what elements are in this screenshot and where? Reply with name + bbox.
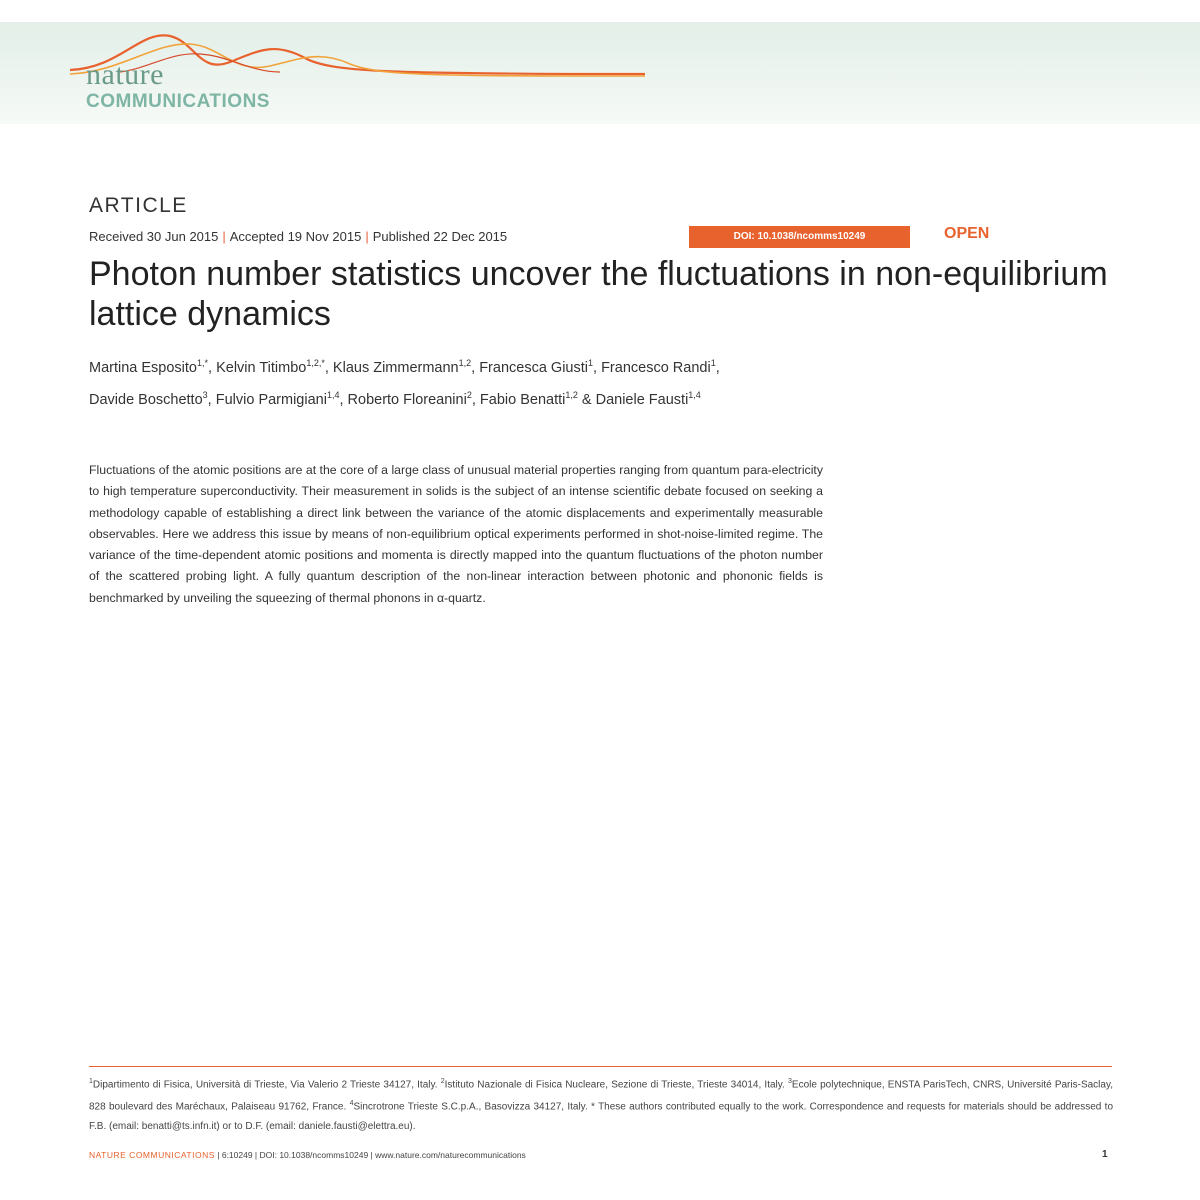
page-number: 1 [1102, 1149, 1108, 1160]
received-date: Received 30 Jun 2015 [89, 229, 219, 244]
author-name: Kelvin Titimbo [216, 359, 307, 376]
footer-citation: | 6:10249 | DOI: 10.1038/ncomms10249 | www.nature.com/naturecommunications [217, 1150, 526, 1160]
affiliation-2: Istituto Nazionale di Fisica Nucleare, Sezione di Trieste, Trieste 34014, Italy. [444, 1079, 785, 1091]
author-name: Fabio Benatti [479, 391, 566, 408]
affiliation-4: Sincrotrone Trieste S.C.p.A., Basovizza 34127, Italy. [353, 1101, 588, 1113]
author-affiliation: 1 [710, 358, 716, 368]
author-affiliation: 1,* [197, 358, 209, 368]
affiliation-1: Dipartimento di Fisica, Università di Trieste, Via Valerio 2 Trieste 34127, Italy. [92, 1079, 438, 1091]
author-name: Francesca Giusti [479, 359, 588, 376]
abstract: Fluctuations of the atomic positions are at the core of a large class of unusual material properties ranging from quantum para-electricity to high temperature superconductivity. Their measurement in solids is the subject of an intense scientific debate focused on seeking a methodology capable of establishing a direct link between the variance of the atomic displacements and experimentally measurable observables. Here we address this issue by means of non-equilibrium optical experiments performed in shot-noise-limited regime. The variance of the time-dependent atomic positions and momenta is directly mapped into the quantum fluctuations of the photon number of the scattered probing light. A fully quantum description of the non-linear interaction between photonic and phononic fields is benchmarked by unveiling the squeezing of thermal phonons in α-quartz. [89, 463, 823, 605]
author-name: Davide Boschetto [89, 391, 203, 408]
page-footer [89, 1150, 526, 1160]
published-date: Published 22 Dec 2015 [372, 229, 508, 244]
affiliations-footnote: $^1$Dipartimento di Fisica, Università di Trieste, Via Valerio 2 Trieste 34127, Italy. $^2$Istituto Nazionale di Fisica Nucleare, Sezione di Trieste, Trieste 34014, Italy. $^3$Ecole polytechnique, ENSTA ParisTech, CNRS, Université Paris-Saclay, 828 boulevard des Maréchaux, Palaiseau 91762, France. $^4$Sincrotrone Trieste S.C.p.A., Basovizza 34127, Italy. * These authors contributed equally to the work. Correspondence and requests for materials should be addressed to F.B. (email: benatti@ts.infn.it) or to D.F. (email: daniele.fausti@elettra.eu). [89, 1078, 1114, 1132]
journal-logo-communications: COMMUNICATIONS [86, 91, 270, 112]
author-name: Klaus Zimmermann [332, 359, 459, 376]
author-affiliation: 1,2 [565, 389, 578, 400]
journal-logo-nature: nature [86, 58, 164, 91]
footer-journal-name: NATURE COMMUNICATIONS [89, 1150, 215, 1160]
author-affiliation: 1,2 [458, 358, 472, 368]
author-name: Francesco Randi [601, 359, 711, 376]
author-name: Daniele Fausti [595, 391, 689, 408]
accepted-date: Accepted 19 Nov 2015 [229, 229, 362, 244]
affiliation-3: Ecole polytechnique, ENSTA ParisTech, CNRS, Université Paris-Saclay, 828 boulevard des Maréchaux, Palaiseau 91762, France. [89, 1079, 1113, 1113]
author-affiliation: 1,2,* [306, 358, 325, 368]
open-access-label: OPEN [944, 225, 990, 242]
footnote-divider [89, 1066, 1112, 1067]
author-affiliation: 2 [466, 389, 472, 400]
correspondence-note: * These authors contributed equally to the work. Correspondence and requests for materials should be addressed to F.B. (email: benatti@ts.infn.it) or to D.F. (email: daniele.fausti@elettra.eu). [89, 1101, 1114, 1132]
author-affiliation: 3 [202, 389, 208, 400]
author-list: Martina Esposito$^{1,*}$, Kelvin Titimbo$^{1,2,*}$, Klaus Zimmermann$^{1,2}$, Francesca Giusti$^1$, Francesco Randi$^1$, Davide Boschetto$^3$, Fulvio Parmigiani$^{1,4}$, Roberto Floreanini$^2$, Fabio Benatti$^{1,2}$ & Daniele Fausti$^{1,4}$ [89, 358, 720, 408]
publication-dates: Received 30 Jun 2015 | Accepted 19 Nov 2015 | Published 22 Dec 2015 [89, 229, 508, 244]
author-name: Roberto Floreanini [347, 391, 467, 408]
author-name: Martina Esposito [89, 359, 197, 376]
article-type-label: ARTICLE [89, 194, 188, 217]
author-affiliation: 1,4 [326, 389, 340, 400]
article-title: Photon number statistics uncover the fluctuations in non-equilibrium lattice dynamics [89, 255, 1108, 333]
author-name: Fulvio Parmigiani [215, 391, 327, 408]
author-affiliation: 1 [588, 358, 594, 368]
author-affiliation: 1,4 [688, 389, 701, 400]
doi-badge[interactable]: DOI: 10.1038/ncomms10249 [689, 226, 910, 248]
